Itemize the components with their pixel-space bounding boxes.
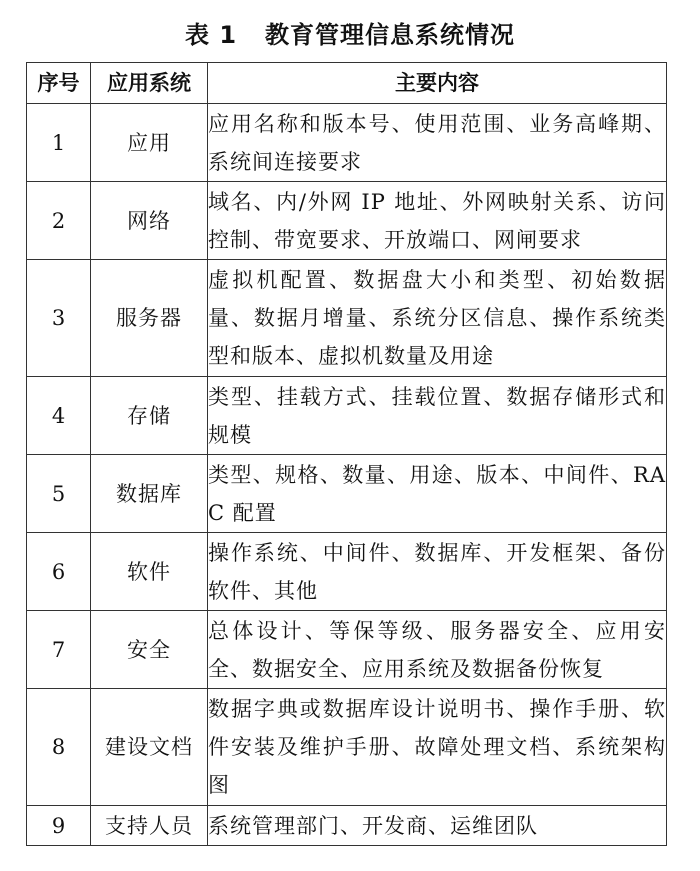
row-content: 虚拟机配置、数据盘大小和类型、初始数据量、数据月增量、系统分区信息、操作系统类型和版本、虚拟机数量及用途 bbox=[208, 260, 667, 377]
table-row bbox=[27, 260, 667, 377]
row-number: 4 bbox=[27, 377, 91, 455]
table-number: 表 1 bbox=[184, 20, 238, 49]
table-row bbox=[27, 104, 667, 182]
info-system-table bbox=[26, 62, 667, 846]
header-system: 应用系统 bbox=[91, 63, 208, 104]
row-number: 8 bbox=[27, 689, 91, 806]
row-number: 6 bbox=[27, 533, 91, 611]
row-number: 1 bbox=[27, 104, 91, 182]
row-number: 2 bbox=[27, 182, 91, 260]
table-row bbox=[27, 611, 667, 689]
row-number: 5 bbox=[27, 455, 91, 533]
row-content: 域名、内/外网 IP 地址、外网映射关系、访问控制、带宽要求、开放端口、网闸要求 bbox=[208, 182, 667, 260]
table-caption bbox=[0, 10, 700, 54]
header-seq: 序号 bbox=[27, 63, 91, 104]
row-content: 系统管理部门、开发商、运维团队 bbox=[208, 806, 667, 846]
row-system: 应用 bbox=[91, 104, 208, 182]
table-header-row bbox=[27, 63, 667, 104]
table-row bbox=[27, 689, 667, 806]
row-system: 数据库 bbox=[91, 455, 208, 533]
row-content: 操作系统、中间件、数据库、开发框架、备份软件、其他 bbox=[208, 533, 667, 611]
table-row bbox=[27, 182, 667, 260]
row-system: 安全 bbox=[91, 611, 208, 689]
header-content: 主要内容 bbox=[208, 63, 667, 104]
table-row bbox=[27, 533, 667, 611]
row-system: 服务器 bbox=[91, 260, 208, 377]
row-system: 支持人员 bbox=[91, 806, 208, 846]
row-content: 应用名称和版本号、使用范围、业务高峰期、系统间连接要求 bbox=[208, 104, 667, 182]
row-content: 总体设计、等保等级、服务器安全、应用安全、数据安全、应用系统及数据备份恢复 bbox=[208, 611, 667, 689]
row-content: 类型、挂载方式、挂载位置、数据存储形式和规模 bbox=[208, 377, 667, 455]
row-system: 软件 bbox=[91, 533, 208, 611]
table-row bbox=[27, 806, 667, 846]
row-system: 建设文档 bbox=[91, 689, 208, 806]
table-row bbox=[27, 377, 667, 455]
table-row bbox=[27, 455, 667, 533]
table-title: 教育管理信息系统情况 bbox=[265, 20, 516, 49]
row-system: 存储 bbox=[91, 377, 208, 455]
row-content: 类型、规格、数量、用途、版本、中间件、RAC 配置 bbox=[208, 455, 667, 533]
row-number: 7 bbox=[27, 611, 91, 689]
row-number: 3 bbox=[27, 260, 91, 377]
row-system: 网络 bbox=[91, 182, 208, 260]
row-content: 数据字典或数据库设计说明书、操作手册、软件安装及维护手册、故障处理文档、系统架构图 bbox=[208, 689, 667, 806]
row-number: 9 bbox=[27, 806, 91, 846]
